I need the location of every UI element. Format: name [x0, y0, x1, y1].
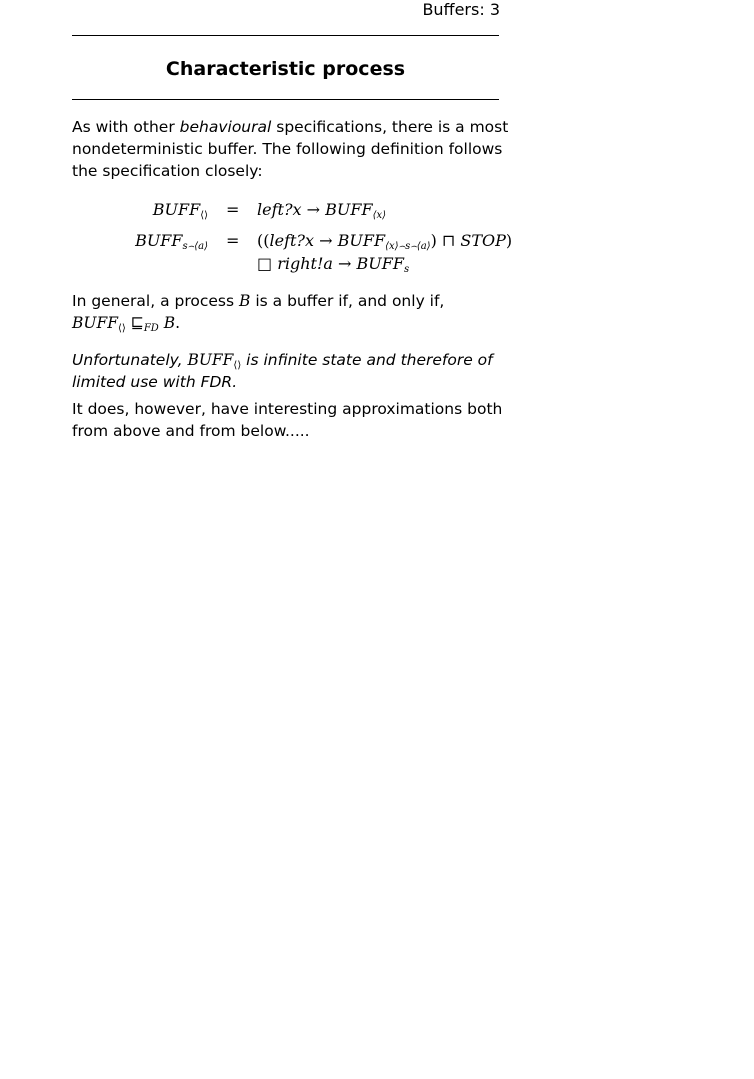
equation-1-equals: =: [226, 200, 240, 219]
emphasis-behavioural: behavioural: [179, 118, 272, 136]
closing-paragraph: It does, however, have interesting approximations both from above and from below.....: [72, 400, 503, 440]
top-rule: [72, 35, 499, 36]
bottom-rule: [72, 99, 499, 100]
running-head: Buffers: 3: [422, 0, 500, 19]
intro-paragraph: As with other behavioural specifications, there is a most nondeterministic buffer. The following definition follows the specification closely:: [72, 118, 509, 180]
equation-3-rhs: □ right!a → $BUFF_s$: [257, 254, 410, 275]
equation-1-lhs: $BUFF_{⟨⟩}$: [152, 200, 208, 221]
equation-1-rhs: left?x → $BUFF_{⟨x⟩}$: [257, 200, 387, 221]
equation-2-lhs: $BUFF_{s⌢⟨a⟩}$: [135, 231, 208, 252]
page-title: Characteristic process: [165, 58, 406, 80]
general-paragraph: In general, a process B is a buffer if, and only if, $BUFF_{⟨⟩}$ $⊑_{FD}$ B.: [72, 292, 445, 334]
equation-2-equals: =: [226, 231, 240, 250]
equation-2-rhs: ((left?x → $BUFF_{⟨x⟩⌢s⌢⟨a⟩}$) ⊓ STOP): [257, 231, 513, 252]
note-paragraph: Unfortunately, $BUFF_{⟨⟩}$ is infinite state and therefore of limited use with FDR.: [72, 351, 493, 391]
